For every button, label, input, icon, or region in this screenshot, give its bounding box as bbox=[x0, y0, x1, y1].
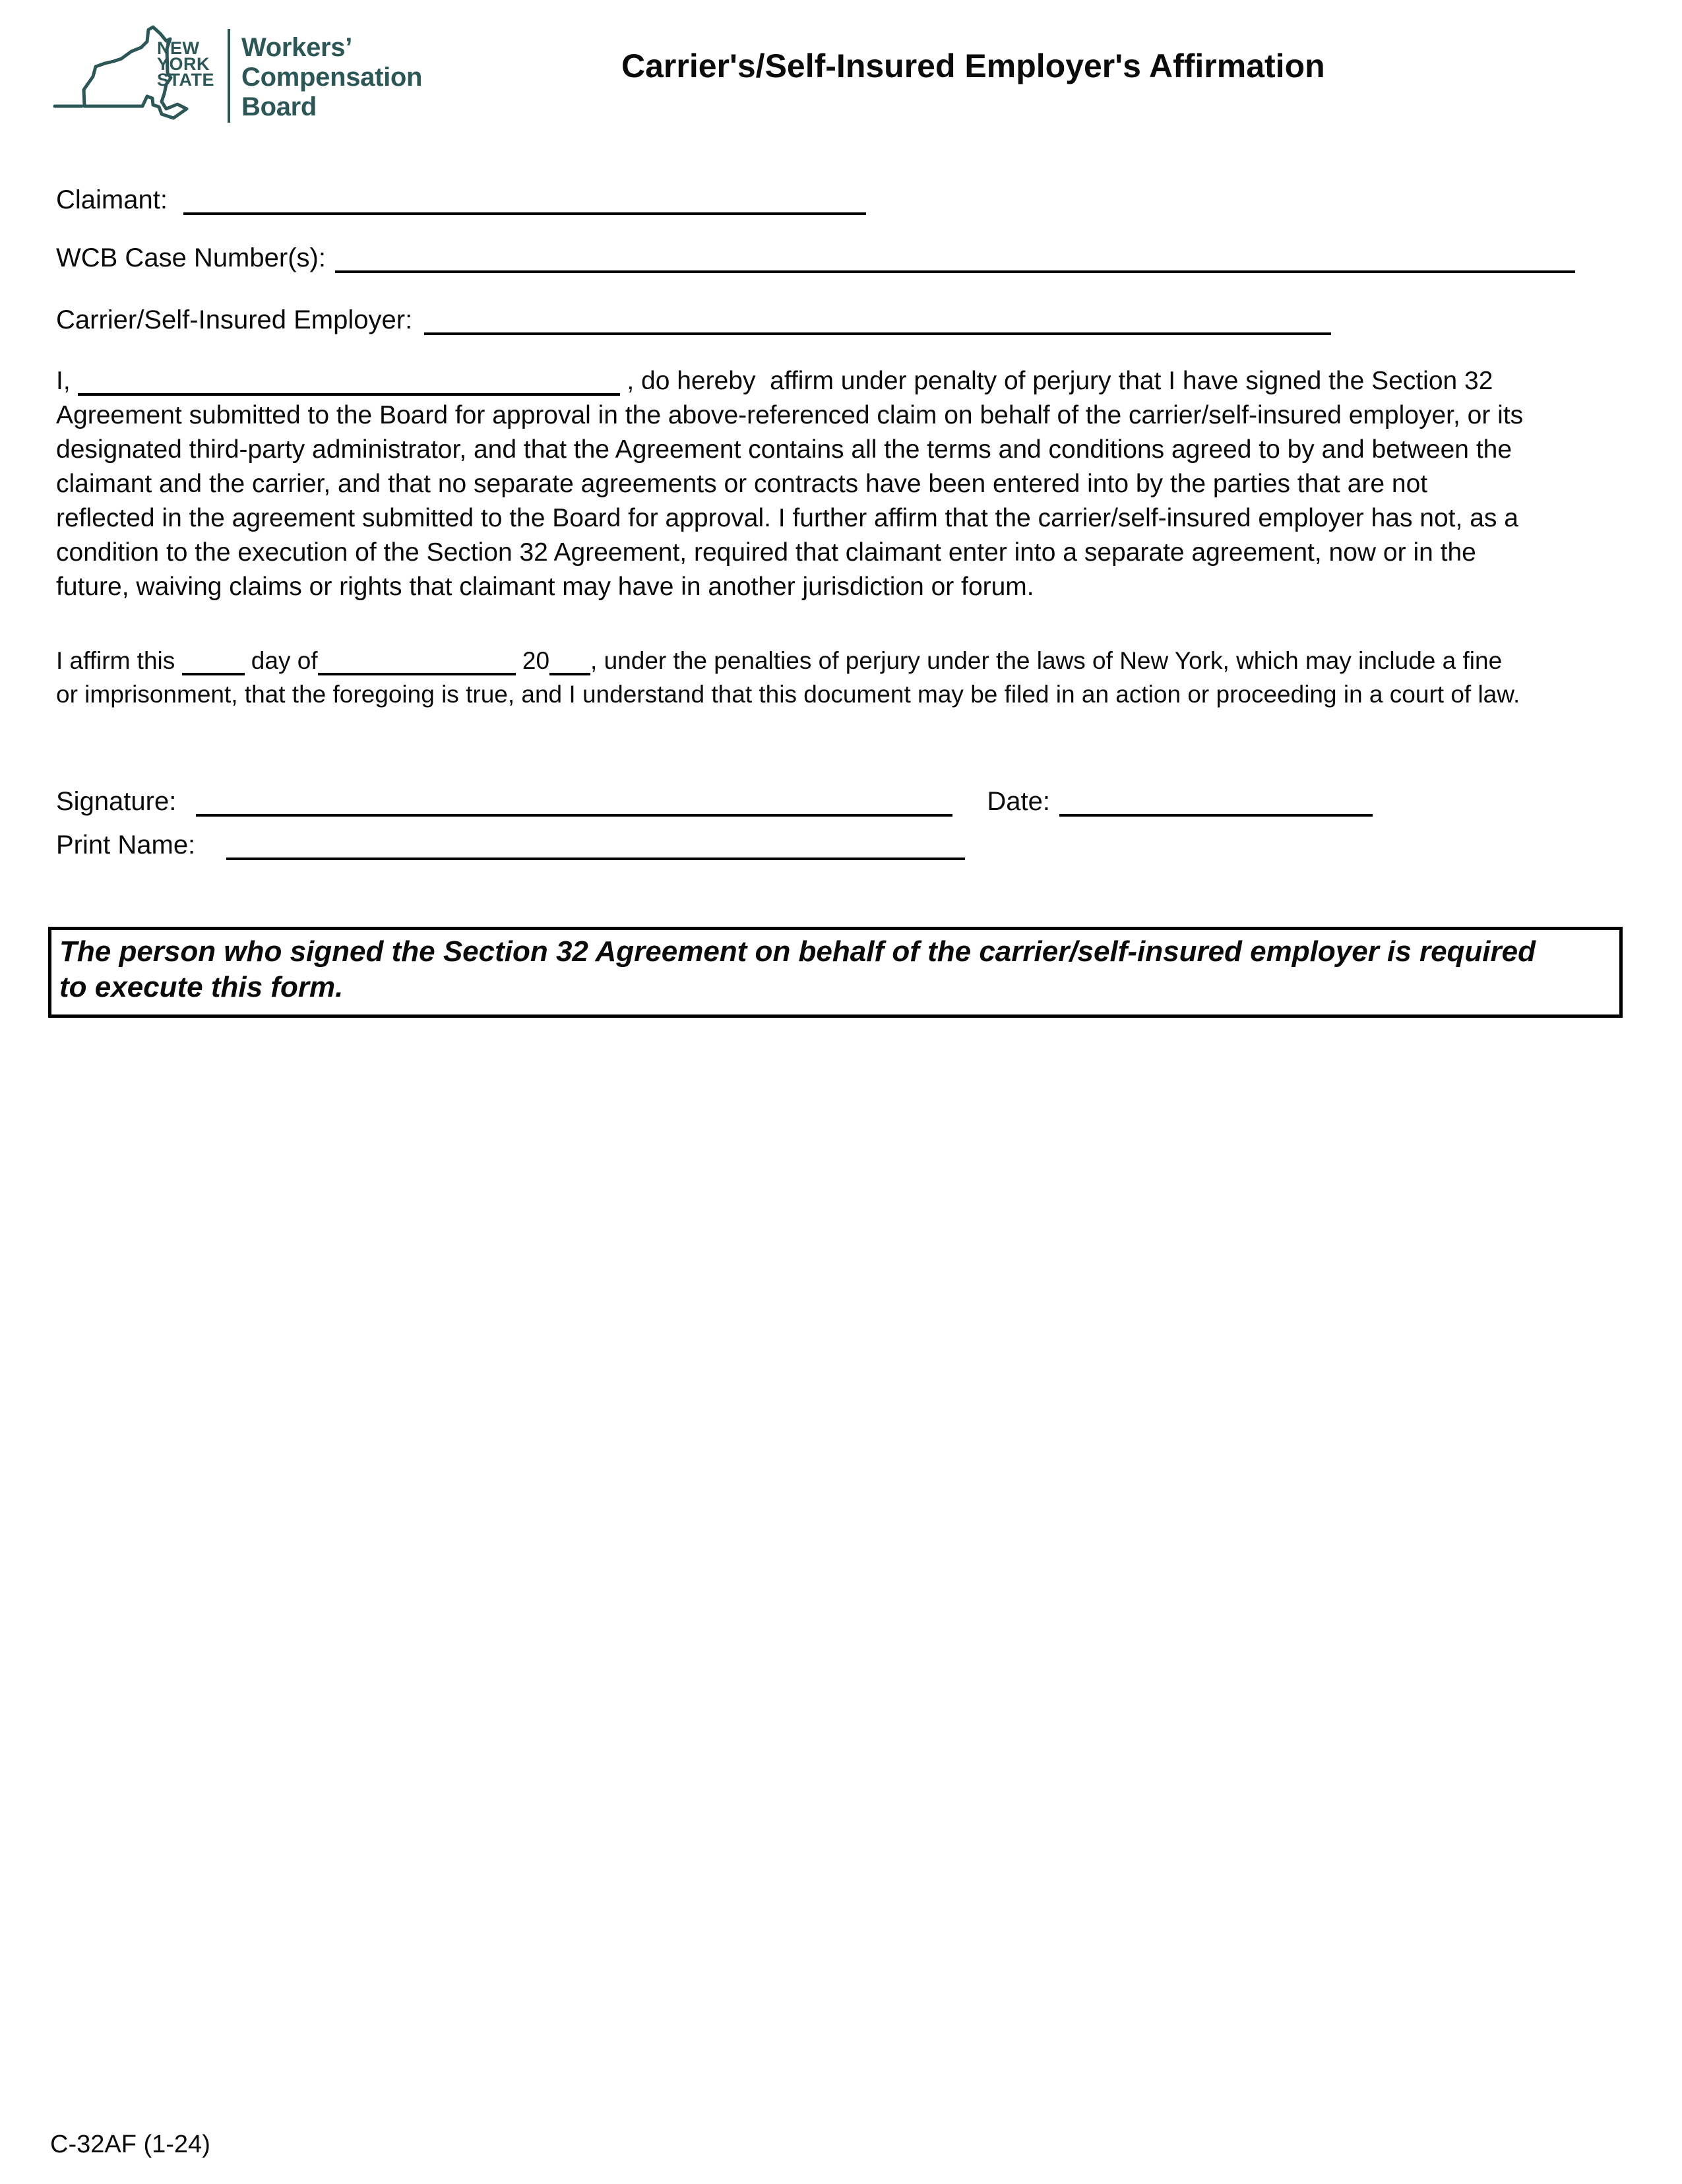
claimant-row bbox=[56, 185, 866, 215]
wcb-case-number-line[interactable] bbox=[335, 253, 1575, 273]
paragraph-line: designated third-party administrator, and that the Agreement contains all the terms and conditions agreed to by and between the bbox=[56, 435, 1512, 464]
logo-org-name bbox=[241, 33, 422, 122]
paragraph-line: The person who signed the Section 32 Agreement on behalf of the carrier/self-insured employer is required bbox=[59, 935, 1536, 968]
claimant-field-line[interactable] bbox=[183, 195, 866, 215]
print-name-label: Print Name: bbox=[56, 830, 196, 859]
date-line[interactable] bbox=[1059, 797, 1373, 817]
affirmation-paragraph bbox=[56, 364, 1666, 604]
print-name-row bbox=[56, 830, 965, 860]
perjury-body-lines bbox=[56, 677, 1672, 711]
logo-state-name bbox=[157, 40, 214, 88]
logo-state-line: STATE bbox=[157, 70, 214, 90]
form-code: C-32AF (1-24) bbox=[50, 2131, 210, 2158]
logo-state-line: NEW bbox=[157, 38, 200, 58]
carrier-employer-row bbox=[56, 305, 1331, 335]
paragraph-line: future, waiving claims or rights that claimant may have in another jurisdiction or forum. bbox=[56, 573, 1034, 601]
page-title: Carrier's/Self-Insured Employer's Affirmation bbox=[621, 47, 1325, 84]
logo-state-line: YORK bbox=[157, 54, 210, 74]
carrier-employer-line[interactable] bbox=[424, 315, 1331, 335]
wcb-case-number-label: WCB Case Number(s): bbox=[56, 243, 326, 272]
notice-text bbox=[59, 934, 1610, 1005]
perjury-paragraph bbox=[56, 644, 1672, 711]
paragraph-line: condition to the execution of the Section 32 Agreement, required that claimant enter into a separate agreement, now or in the bbox=[56, 538, 1476, 567]
paragraph-line: to execute this form. bbox=[59, 971, 344, 1003]
perjury-line1-text: , under the penalties of perjury under the laws of New York, which may include a fine bbox=[590, 647, 1503, 674]
affiant-name-blank[interactable] bbox=[78, 376, 620, 396]
day-blank[interactable] bbox=[182, 656, 245, 675]
affirmation-intro: I, bbox=[56, 367, 78, 395]
year-blank[interactable] bbox=[549, 656, 590, 675]
logo-divider bbox=[228, 29, 230, 123]
notice-box bbox=[48, 927, 1623, 1018]
carrier-employer-label: Carrier/Self-Insured Employer: bbox=[56, 305, 413, 334]
perjury-line-1 bbox=[56, 644, 1672, 677]
logo-org-line: Compensation bbox=[241, 63, 423, 92]
logo-org-line: Workers’ bbox=[241, 33, 353, 62]
affirmation-line-1 bbox=[56, 364, 1666, 398]
paragraph-line: or imprisonment, that the foregoing is true, and I understand that this document may be filed in an action or proceeding in a court of law. bbox=[56, 681, 1520, 708]
month-blank[interactable] bbox=[318, 656, 516, 675]
perjury-lead: I affirm this bbox=[56, 647, 182, 674]
print-name-line[interactable] bbox=[226, 840, 965, 860]
claimant-label: Claimant: bbox=[56, 185, 168, 214]
perjury-year-prefix: 20 bbox=[515, 647, 550, 674]
paragraph-line: reflected in the agreement submitted to the Board for approval. I further affirm that the carrier/self-insured employer has not, as a bbox=[56, 504, 1518, 532]
paragraph-line: claimant and the carrier, and that no separate agreements or contracts have been entered into by the parties that are not bbox=[56, 470, 1428, 498]
signature-line[interactable] bbox=[196, 797, 952, 817]
wcb-case-number-row bbox=[56, 243, 1575, 273]
paragraph-line: Agreement submitted to the Board for approval in the above-referenced claim on behalf of the carrier/self-insured employer, or its bbox=[56, 401, 1524, 429]
signature-row bbox=[56, 786, 1373, 817]
signature-label: Signature: bbox=[56, 787, 177, 816]
perjury-day-of: day of bbox=[244, 647, 318, 674]
affirmation-line1-text: , do hereby affirm under penalty of perjury that I have signed the Section 32 bbox=[619, 367, 1493, 395]
logo-org-line: Board bbox=[241, 92, 317, 121]
affirmation-body-lines bbox=[56, 398, 1666, 604]
date-label: Date: bbox=[987, 787, 1050, 816]
